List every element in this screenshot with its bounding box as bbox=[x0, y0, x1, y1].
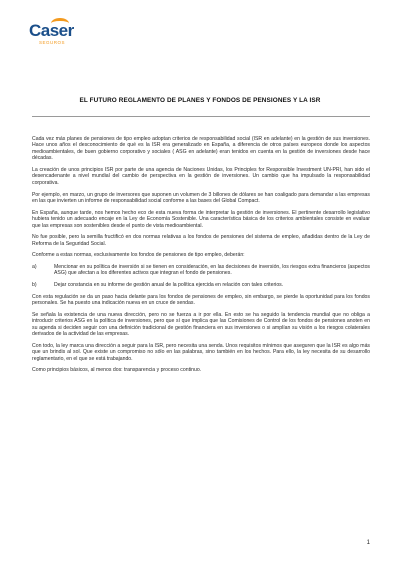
logo-subtitle: SEGUROS bbox=[39, 40, 66, 45]
paragraph: La creación de unos principios ISR por parte de una agencia de Naciones Unidas, los Principles for Responsible Investment UN-PRI, han sido el desencadenante a nivel mundial del cambio de perspectiva en la gestión de inversiones. Un cambio que ha impulsado la responsabilidad corporativa. bbox=[32, 167, 370, 186]
paragraph: En España, aunque tarde, nos hemos hecho eco de esta nueva forma de interpretar la gestión de inversiones. El pertinente desarrollo legislativo hubiera tenido un adecuado encaje en la Ley de Economía Sostenible. Una característica básica de los criterios ambientales consiste en evaluar que las empresas son sostenibles desde el punto de vista medioambiental. bbox=[32, 209, 370, 229]
document-body bbox=[32, 136, 370, 379]
page-number: 1 bbox=[366, 540, 370, 546]
list-item bbox=[32, 282, 370, 288]
caser-logo bbox=[29, 22, 89, 52]
paragraph: Por ejemplo, en marzo, un grupo de inversores que suponen un volumen de 3 billones de dólares se han coaligado para demandar a las empresas en las que invierten un informe de responsabilidad social conforme a las bases del Global Compact. bbox=[32, 191, 370, 204]
paragraph: Con todo, la ley marca una dirección a seguir para la ISR, pero necesita una senda. Unos requisitos mínimos que aseguren que la ISR es algo más que un brindis al sol. Que existe un compromiso no sólo en las palabras, sino también en los hechos. Para ello, la ley necesita de su desarrollo reglamentario, en el que se está trabajando. bbox=[32, 342, 370, 362]
paragraph: Cada vez más planes de pensiones de tipo empleo adoptan criterios de responsabilidad social (ISR en adelante) en la gestión de sus inversiones. Hace unos años el desconocimiento de qué es la ISR era generalizado en España, a diferencia de otros países europeos donde los aspectos medioambientales, de buen gobierno corporativo y sociales ( ASG en adelante) eran tenidos en cuenta en la gestión de inversiones desde hace décadas. bbox=[32, 136, 370, 162]
paragraph: Con esta regulación se da un paso hacia delante para los fondos de pensiones de empleo, sin embargo, se pierde la oportunidad para los fondos personales. Se ha puesto una indicación nueva en un cruce de sendas. bbox=[32, 293, 370, 307]
paragraph: Como principios básicos, al menos dos: transparencia y proceso continuo. bbox=[32, 367, 202, 374]
list-item-text: Mencionar en su política de inversión si se tienen en consideración, en las decisiones de inversión, los riesgos extra financieros (aspectos ASG) que afectan a los diferentes activos que integran el fondo de pensiones. bbox=[54, 263, 370, 277]
paragraph: Conforme a estas normas, exclusivamente los fondos de pensiones de tipo empleo, deberán: bbox=[32, 252, 245, 259]
document-title: EL FUTURO REGLAMENTO DE PLANES Y FONDOS DE PENSIONES Y LA ISR bbox=[79, 97, 321, 104]
list-item-text: Dejar constancia en su informe de gestión anual de la política ejercida en relación con tales criterios. bbox=[54, 282, 284, 289]
paragraph: Se señala la existencia de una nueva dirección, pero no se fuerza a ir por ella. En esto se ha seguido la tendencia mundial que no obliga a introducir criterios ASG en la política de inversiones, pero que sí que implica que las Comisiones de Control de los fondos de pensiones anoten en su agenda si deciden seguir con una definición tradicional de gestión financiera en sus inversiones o si amplían su visión a los riesgos colaterales derivados de la actividad de las empresas. bbox=[32, 311, 370, 338]
list-marker: a) bbox=[32, 263, 37, 270]
list-item bbox=[32, 264, 370, 277]
list-marker: b) bbox=[32, 282, 37, 289]
title-divider bbox=[32, 116, 370, 117]
logo-wordmark: Caser bbox=[29, 21, 74, 40]
paragraph: No fue posible, pero la semilla fructificó en dos normas relativas a los fondos de pensiones del sistema de empleo, añadidas dentro de la Ley de Reforma de la Seguridad Social. bbox=[32, 234, 370, 247]
